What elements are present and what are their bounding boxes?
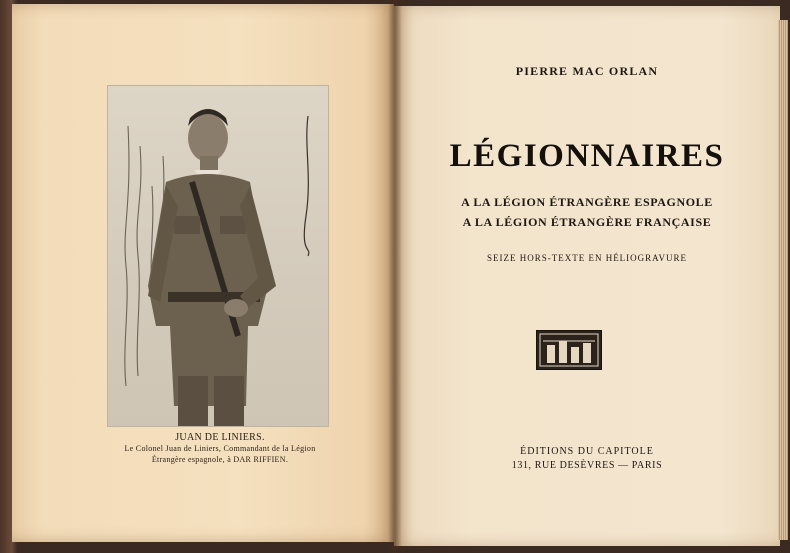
subtitle-line-1: A LA LÉGION ÉTRANGÈRE ESPAGNOLE xyxy=(461,195,713,209)
plates-note: SEIZE HORS-TEXTE EN HÉLIOGRAVURE xyxy=(486,253,688,263)
photo-caption-line-1: Le Colonel Juan de Liniers, Commandant de la Légion xyxy=(124,444,316,453)
vignette-ornament-icon xyxy=(536,330,602,370)
publisher-name: ÉDITIONS DU CAPITOLE xyxy=(520,446,654,457)
author-name: PIERRE MAC ORLAN xyxy=(515,64,659,78)
book-title: LÉGIONNAIRES xyxy=(449,138,725,174)
publisher-address: 131, RUE DESÈVRES — PARIS xyxy=(511,460,663,471)
photo-caption-name: JUAN DE LINIERS. xyxy=(175,432,265,443)
photo-caption-line-2: Étrangère espagnole, à DAR RIFFIEN. xyxy=(151,455,289,464)
soldier-portrait-illustration xyxy=(108,86,328,426)
frontispiece-photo xyxy=(107,85,329,427)
subtitle-line-2: A LA LÉGION ÉTRANGÈRE FRANÇAISE xyxy=(462,215,712,229)
